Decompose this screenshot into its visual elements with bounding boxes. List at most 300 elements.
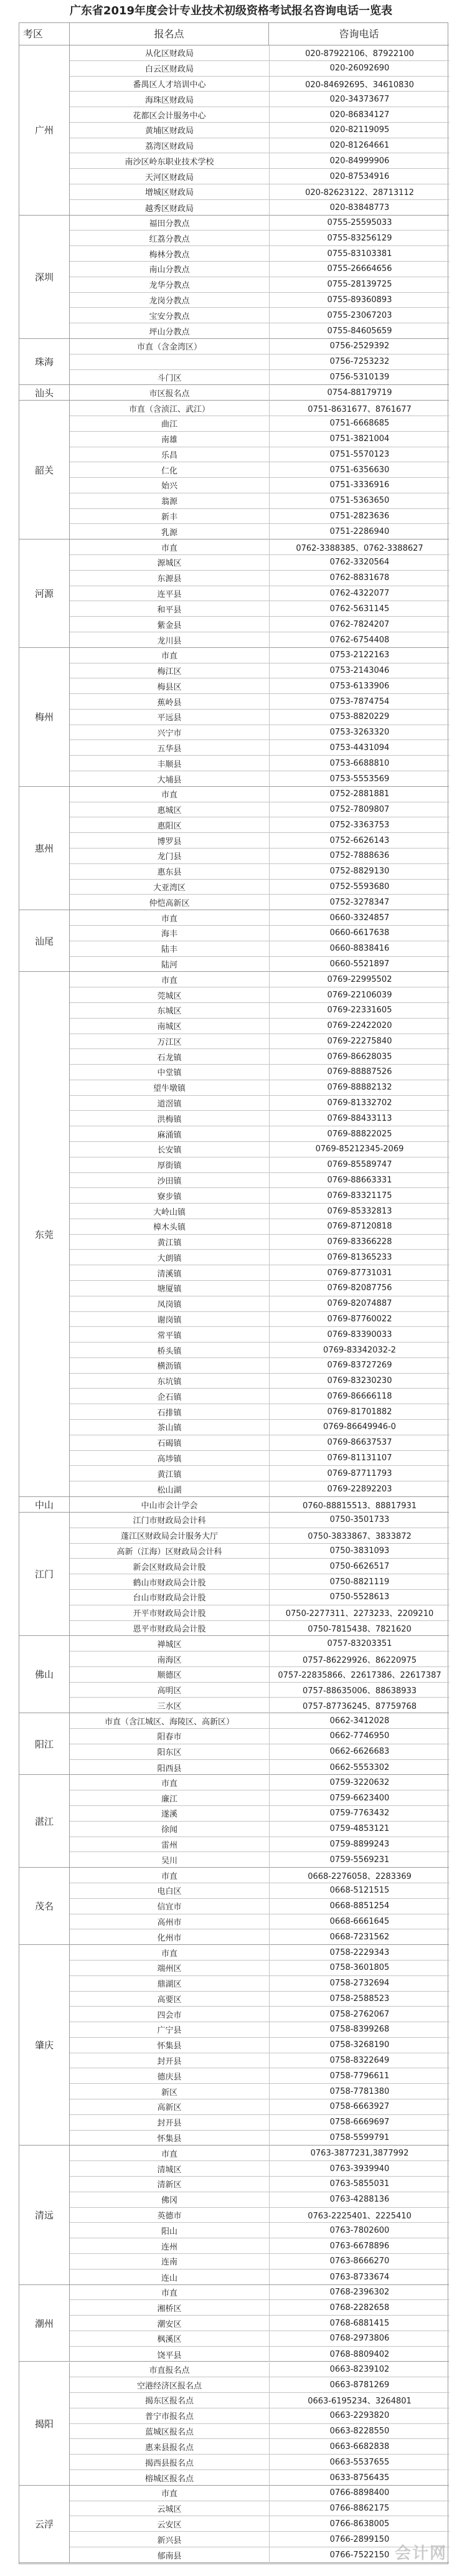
registration-point: 企石镇	[157, 1392, 182, 1402]
region-block	[19, 972, 449, 1497]
region-block	[19, 2486, 449, 2563]
table-row	[70, 957, 450, 972]
phone-number: 0762-3388385、0762-3388627	[269, 539, 450, 554]
registration-point: 江门市财政局会计科	[133, 1516, 206, 1526]
phone-number: 0660-8838416	[269, 941, 450, 956]
phone-number: 0768-6881415	[269, 2316, 450, 2331]
registration-point: 阳西县	[157, 1764, 182, 1774]
phone-number: 0752-8829130	[269, 864, 450, 879]
phone-number: 0755-26664656	[269, 262, 450, 277]
registration-point: 从化区财政局	[144, 49, 194, 59]
table-row	[70, 2501, 450, 2517]
region-name: 肇庆	[34, 2040, 54, 2051]
table-row	[70, 1513, 450, 1528]
region-rows	[69, 972, 449, 1496]
phone-number: 0753-6133906	[269, 678, 450, 693]
table-row	[70, 1760, 450, 1775]
registration-point: 连山	[161, 2273, 177, 2283]
phone-number: 0755-28139725	[269, 277, 450, 292]
table-row	[70, 1636, 450, 1652]
table-row	[70, 2269, 450, 2285]
header-area: 考区	[19, 23, 69, 45]
table-row	[70, 231, 450, 246]
phone-number: 0769-81701882	[269, 1404, 450, 1419]
phone-number: 0755-83103381	[269, 246, 450, 261]
phone-number: 0751-8631677、8761677	[269, 401, 450, 416]
region-rows	[69, 216, 449, 338]
registration-point: 万江区	[157, 1037, 182, 1047]
region-rows	[69, 45, 449, 215]
registration-point: 连州	[161, 2242, 177, 2252]
phone-number: 0757-22835866、22617386、22617387	[269, 1667, 450, 1682]
table-row	[70, 1173, 450, 1189]
region-name: 湛江	[34, 1815, 54, 1827]
registration-point: 云安区	[157, 2520, 182, 2530]
registration-point: 黄埔区财政局	[144, 126, 194, 136]
table-row	[70, 2223, 450, 2238]
table-row	[70, 2362, 450, 2378]
registration-point: 天河区财政局	[144, 173, 194, 183]
registration-point: 平远县	[157, 713, 182, 723]
table-row	[70, 2068, 450, 2084]
region-name: 珠海	[34, 356, 54, 368]
table-row	[70, 524, 450, 539]
registration-point: 黄江镇	[157, 1470, 182, 1480]
phone-number: 0757-87736245、87759768	[269, 1698, 450, 1713]
table-row	[70, 2285, 450, 2301]
registration-point: 石碣镇	[157, 1439, 182, 1449]
phone-number: 0758-6669697	[269, 2115, 450, 2130]
table-row	[70, 1497, 450, 1513]
registration-point: 揭东区报名点	[144, 2397, 194, 2407]
region-block	[19, 787, 449, 910]
registration-point	[70, 354, 269, 369]
registration-point: 市直（含金湾区）	[136, 343, 202, 353]
phone-number: 0668-2276058、2283369	[269, 1868, 450, 1883]
region-rows	[69, 1497, 449, 1512]
table-row	[70, 1899, 450, 1914]
phone-number: 0769-81332702	[269, 1096, 450, 1111]
registration-point: 普宁市报名点	[144, 2412, 194, 2422]
phone-number: 0769-83366228	[269, 1235, 450, 1250]
table-row	[70, 2192, 450, 2208]
registration-point: 越秀区财政局	[144, 204, 194, 214]
table-row	[70, 370, 450, 386]
phone-number: 0751-6668685	[269, 416, 450, 431]
registration-point: 斗门区	[157, 374, 182, 384]
registration-point: 四会市	[157, 2010, 182, 2020]
phone-number: 0755-84605659	[269, 323, 450, 339]
phone-number: 0763-8666270	[269, 2254, 450, 2269]
phone-number: 0759-7763432	[269, 1806, 450, 1821]
table-row	[70, 1883, 450, 1899]
registration-point: 封开县	[157, 2057, 182, 2067]
phone-number: 020-34373677	[269, 92, 450, 107]
table-row	[70, 462, 450, 478]
registration-point: 新兴县	[157, 2536, 182, 2545]
phone-number: 0769-22995502	[269, 972, 450, 987]
table-row	[70, 277, 450, 293]
region-name: 深圳	[34, 271, 54, 283]
phone-number: 0754-88179719	[269, 385, 450, 401]
region-rows	[69, 2362, 449, 2485]
registration-point: 南雄	[161, 435, 177, 445]
phone-number: 0769-86666118	[269, 1389, 450, 1404]
registration-point: 德庆县	[157, 2072, 182, 2082]
table-row	[70, 509, 450, 525]
table-row	[70, 1868, 450, 1883]
registration-point: 连南	[161, 2258, 177, 2268]
table-row	[70, 1157, 450, 1173]
table-row	[70, 678, 450, 694]
registration-point: 常平镇	[157, 1331, 182, 1341]
registration-point: 饶平县	[157, 2350, 182, 2360]
region-block	[19, 1636, 449, 1713]
table-row	[70, 1204, 450, 1219]
table-row	[70, 2424, 450, 2440]
region-block	[19, 1868, 449, 1945]
region-rows	[69, 1945, 449, 2145]
phone-number: 0660-6617638	[269, 926, 450, 941]
phone-number: 0751-2823636	[269, 509, 450, 524]
registration-point: 市直	[161, 2489, 177, 2499]
table-row	[70, 910, 450, 926]
region-block	[19, 1713, 449, 1775]
phone-number: 0762-5631145	[269, 601, 450, 616]
phone-number: 0769-83342032-2	[269, 1343, 450, 1357]
table-row	[70, 1126, 450, 1142]
registration-point: 蕉岭县	[157, 698, 182, 708]
table-row	[70, 385, 450, 401]
registration-point: 大亚湾区	[153, 883, 186, 893]
table-row	[70, 1544, 450, 1559]
region-name: 阳江	[34, 1738, 54, 1750]
registration-point: 高明区	[157, 1686, 182, 1696]
phone-number: 0753-8820229	[269, 710, 450, 725]
table-row	[70, 1281, 450, 1296]
phone-number: 0769-88822025	[269, 1126, 450, 1141]
registration-point: 高州市	[157, 1918, 182, 1927]
phone-number: 020-81264661	[269, 138, 450, 153]
phone-number: 0763-3877231,3877992	[269, 2146, 450, 2160]
table-row	[70, 92, 450, 107]
table-row	[70, 308, 450, 323]
phone-number: 0760-88815513、88817931	[269, 1497, 450, 1513]
registration-point: 市直	[161, 2149, 177, 2159]
table-row	[70, 1992, 450, 2007]
registration-point: 曲江	[161, 420, 177, 430]
phone-number: 0750-3501733	[269, 1513, 450, 1528]
registration-point: 龙岗分教点	[149, 296, 190, 306]
registration-point: 番禺区人才培训中心	[133, 80, 206, 90]
phone-number: 0769-88663331	[269, 1173, 450, 1188]
phone-number: 0751-3336916	[269, 478, 450, 493]
phone-number: 020-82623122、28713112	[269, 184, 450, 199]
registration-point: 松山湖	[157, 1486, 182, 1496]
phone-number: 0755-89360893	[269, 293, 450, 308]
registration-point: 市直（含浈江、武江）	[128, 404, 210, 414]
table-row	[70, 1235, 450, 1250]
registration-point: 桥头镇	[157, 1346, 182, 1356]
registration-point: 增城区财政局	[144, 188, 194, 198]
table-row	[70, 1374, 450, 1389]
registration-point: 市直	[161, 543, 177, 553]
region-block	[19, 2146, 449, 2284]
registration-point: 市直报名点	[149, 2365, 190, 2375]
region-name: 云浮	[34, 2518, 54, 2530]
table-row	[70, 1312, 450, 1328]
phone-number: 0750-3831093	[269, 1544, 450, 1559]
table-row	[70, 2099, 450, 2115]
table-row	[70, 725, 450, 741]
table-row	[70, 1219, 450, 1235]
phone-number: 0758-2762067	[269, 2007, 450, 2022]
table-row	[70, 1080, 450, 1096]
region-name: 江门	[34, 1569, 54, 1580]
phone-number: 0752-3278347	[269, 895, 450, 910]
table-row	[70, 1265, 450, 1281]
registration-point: 台山市财政局会计股	[133, 1594, 206, 1604]
table-row	[70, 293, 450, 308]
table-row	[70, 1605, 450, 1621]
phone-number: 0769-83727269	[269, 1358, 450, 1373]
registration-point: 蓝城区报名点	[144, 2428, 194, 2438]
table-row	[70, 2316, 450, 2331]
table-row	[70, 2161, 450, 2177]
registration-point: 市直	[161, 652, 177, 662]
phone-number: 0766-8638005	[269, 2516, 450, 2531]
table-row	[70, 632, 450, 648]
phone-number: 0753-5553569	[269, 771, 450, 787]
registration-point: 福田分教点	[149, 219, 190, 229]
registration-point: 高要区	[157, 1995, 182, 2005]
registration-point: 端州区	[157, 1964, 182, 1974]
table-row	[70, 1559, 450, 1574]
registration-point: 源城区	[157, 559, 182, 569]
table-row	[70, 45, 450, 61]
table-row	[70, 2254, 450, 2269]
phone-number: 0769-87760022	[269, 1312, 450, 1327]
region-block	[19, 216, 449, 339]
table-row	[70, 1698, 450, 1713]
table-row	[70, 2470, 450, 2486]
table-row	[70, 416, 450, 432]
table-row	[70, 2007, 450, 2022]
table-row	[70, 601, 450, 617]
registration-point: 谢岗镇	[157, 1315, 182, 1325]
phone-number: 0769-87731031	[269, 1265, 450, 1280]
phone-number: 0769-22331605	[269, 1003, 450, 1018]
contact-table	[19, 22, 448, 2564]
table-row	[70, 2038, 450, 2053]
phone-number: 0758-2588523	[269, 1992, 450, 2007]
phone-number: 020-87922106、87922100	[269, 45, 450, 60]
registration-point: 博罗县	[157, 837, 182, 847]
phone-number: 0757-86229926、86220975	[269, 1652, 450, 1666]
region-block	[19, 401, 449, 539]
region-block	[19, 1513, 449, 1636]
registration-point: 阳春市	[157, 1732, 182, 1742]
region-name: 广州	[34, 125, 54, 136]
phone-number: 020-83848773	[269, 200, 450, 216]
table-row	[70, 1358, 450, 1374]
watermark-logo: 会计网	[394, 2544, 447, 2563]
region-name: 揭阳	[34, 2418, 54, 2430]
table-row	[70, 1683, 450, 1698]
table-row	[70, 2131, 450, 2146]
table-row	[70, 539, 450, 555]
registration-point: 坪山分教点	[149, 328, 190, 338]
phone-number: 020-84692695、34610830	[269, 77, 450, 92]
table-row	[70, 323, 450, 339]
phone-number: 0769-81365233	[269, 1250, 450, 1265]
table-row	[70, 216, 450, 231]
registration-point: 清城区	[157, 2165, 182, 2175]
table-row	[70, 2516, 450, 2532]
table-row	[70, 1574, 450, 1590]
phone-number: 0753-2143046	[269, 663, 450, 678]
registration-point: 云城区	[157, 2504, 182, 2514]
registration-point: 市直	[161, 2288, 177, 2298]
registration-point: 市直	[161, 1871, 177, 1881]
registration-point: 恩平市财政局会计股	[133, 1625, 206, 1635]
registration-point: 惠城区	[157, 806, 182, 816]
table-row	[70, 972, 450, 987]
phone-number: 0662-7746950	[269, 1729, 450, 1744]
registration-point: 龙门县	[157, 852, 182, 862]
phone-number: 0663-6682838	[269, 2439, 450, 2454]
phone-number: 0769-83321175	[269, 1188, 450, 1203]
phone-number: 0758-3601805	[269, 1961, 450, 1975]
phone-number: 0755-83256129	[269, 231, 450, 245]
region-name: 惠州	[34, 843, 54, 855]
table-row	[70, 262, 450, 277]
phone-number: 0662-3412028	[269, 1713, 450, 1728]
phone-number: 0662-6626683	[269, 1744, 450, 1759]
registration-point: 宝安分教点	[149, 311, 190, 321]
registration-point: 道滘镇	[157, 1100, 182, 1110]
phone-number: 0769-88433113	[269, 1111, 450, 1126]
table-row	[70, 740, 450, 756]
registration-point: 乳源	[161, 528, 177, 538]
region-name: 东莞	[34, 1229, 54, 1240]
registration-point: 麻涌镇	[157, 1130, 182, 1140]
table-row	[70, 833, 450, 848]
region-name: 韶关	[34, 464, 54, 476]
table-row	[70, 926, 450, 941]
registration-point: 仲恺高新区	[149, 899, 190, 909]
phone-number: 0766-2899150	[269, 2532, 450, 2547]
phone-number: 0762-8831678	[269, 571, 450, 586]
registration-point: 中堂镇	[157, 1068, 182, 1078]
region-rows	[69, 2285, 449, 2362]
registration-point: 望牛墩镇	[153, 1084, 186, 1094]
registration-point: 市直	[161, 914, 177, 924]
table-row	[70, 2393, 450, 2408]
phone-number: 0769-88887526	[269, 1065, 450, 1080]
registration-point: 丰顺县	[157, 759, 182, 769]
header-point: 报名点	[69, 23, 268, 45]
registration-point: 英德市	[157, 2211, 182, 2221]
phone-number: 0663-6195234、3264801	[269, 2393, 450, 2408]
phone-number: 0768-2396302	[269, 2285, 450, 2300]
registration-point: 横沥镇	[157, 1362, 182, 1372]
registration-point: 潮安区	[157, 2319, 182, 2329]
registration-point: 市直（含江城区、海陵区、高新区）	[104, 1717, 234, 1727]
table-row	[70, 2084, 450, 2099]
region-block	[19, 339, 449, 385]
phone-number: 0766-8898400	[269, 2486, 450, 2501]
region-block	[19, 1497, 449, 1513]
phone-number: 0668-6661645	[269, 1914, 450, 1929]
phone-number: 0750-2277311、2273233、2209210	[269, 1605, 450, 1620]
registration-point: 惠东县	[157, 868, 182, 878]
registration-point: 广宁县	[157, 2026, 182, 2036]
registration-point: 枫溪区	[157, 2335, 182, 2345]
region-name: 汕头	[34, 387, 54, 399]
table-row	[70, 169, 450, 184]
registration-point: 东源县	[157, 574, 182, 584]
table-row	[70, 586, 450, 602]
phone-number: 0758-7796611	[269, 2068, 450, 2083]
table-row	[70, 694, 450, 710]
phone-number: 0755-25595033	[269, 216, 450, 231]
registration-point: 市直	[161, 791, 177, 801]
region-block	[19, 648, 449, 787]
region-rows	[69, 539, 449, 647]
registration-point: 顺德区	[157, 1671, 182, 1681]
registration-point: 怀集县	[157, 2134, 182, 2144]
registration-point: 石排镇	[157, 1408, 182, 1418]
registration-point: 郁南县	[157, 2551, 182, 2561]
region-block	[19, 1775, 449, 1868]
region-rows	[69, 2146, 449, 2284]
registration-point: 石龙镇	[157, 1053, 182, 1063]
registration-point: 始兴	[161, 482, 177, 492]
table-row	[70, 1481, 450, 1497]
phone-number: 0769-22422020	[269, 1019, 450, 1034]
registration-point: 紫金县	[157, 620, 182, 630]
table-row	[70, 1451, 450, 1466]
table-row	[70, 153, 450, 169]
table-row	[70, 123, 450, 138]
table-row	[70, 864, 450, 880]
phone-number: 0752-7809807	[269, 802, 450, 817]
region-name: 河源	[34, 588, 54, 600]
registration-point: 凤岗镇	[157, 1300, 182, 1310]
registration-point: 市直	[161, 1949, 177, 1959]
registration-point: 南城区	[157, 1022, 182, 1032]
registration-point: 洪梅镇	[157, 1115, 182, 1124]
table-row	[70, 1096, 450, 1111]
phone-number: 0769-86649946-0	[269, 1420, 450, 1435]
phone-number: 0663-5537655	[269, 2455, 450, 2469]
phone-number: 0769-22275840	[269, 1034, 450, 1049]
region-name: 清远	[34, 2209, 54, 2221]
phone-number: 0763-3939940	[269, 2161, 450, 2176]
registration-point: 连平县	[157, 590, 182, 599]
table-row	[70, 1528, 450, 1544]
table-row	[70, 401, 450, 416]
table-row	[70, 1389, 450, 1404]
region-name: 汕尾	[34, 935, 54, 947]
phone-number: 0751-3821004	[269, 432, 450, 447]
registration-point: 仁化	[161, 466, 177, 476]
region-block	[19, 2285, 449, 2362]
registration-point: 遂溪	[161, 1810, 177, 1820]
table-row	[70, 555, 450, 571]
phone-number: 0752-5593680	[269, 880, 450, 895]
